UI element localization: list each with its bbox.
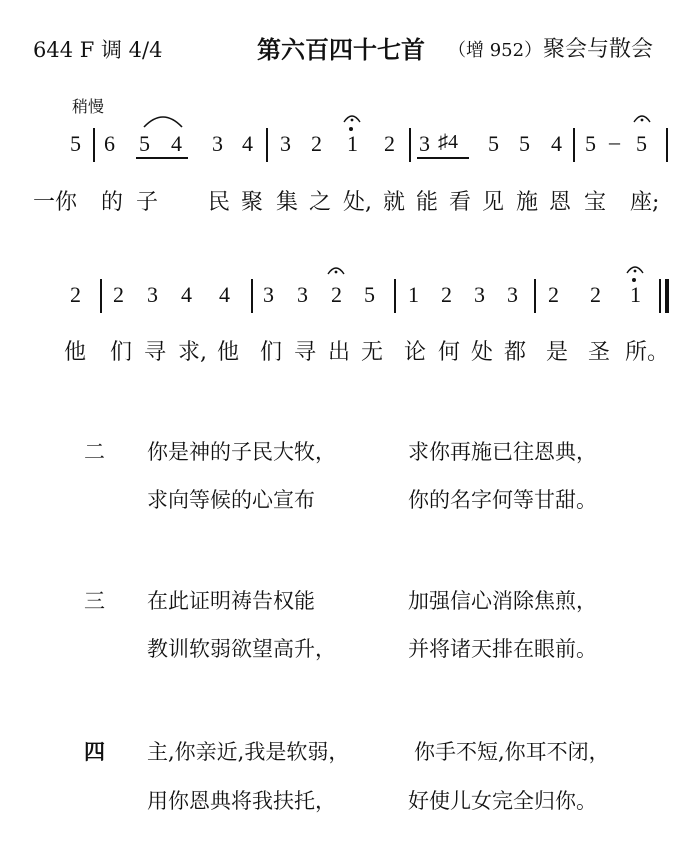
note: 2 [70, 282, 81, 307]
verse-number: 四 [84, 739, 105, 764]
note: 5 [488, 131, 499, 156]
verse-line: 用你恩典将我扶托， [147, 789, 336, 813]
note: 4 [181, 282, 192, 307]
verse-line: 加强信心消除焦煎， [408, 589, 597, 613]
lyric: 所。 [625, 340, 670, 365]
eighth-underline [136, 157, 188, 159]
lyric: 他 [217, 340, 240, 365]
note: 2 [113, 282, 124, 307]
fermata-icon [342, 112, 362, 124]
lyric: 论 [404, 340, 427, 365]
tempo-marking: 稍慢 [72, 97, 105, 116]
note: 5 [70, 131, 81, 156]
lyric: 的 [101, 190, 124, 215]
hymn-supplement-number: （增 952） [448, 40, 543, 61]
lyric: 座; [630, 190, 660, 215]
barline [534, 279, 536, 313]
note: 2 [441, 282, 452, 307]
note: 5 [636, 131, 647, 156]
note: 2 [311, 131, 322, 156]
verse-line: 你手不短,你耳不闭， [414, 740, 610, 764]
lyric: 寻 [294, 340, 317, 365]
hymn-category: 聚会与散会 [543, 37, 654, 62]
barline [93, 128, 95, 162]
note: 3 [419, 131, 430, 156]
lyric: 就 [383, 190, 406, 215]
note: 5 [585, 131, 596, 156]
barline [100, 279, 102, 313]
lyric: 之 [309, 190, 332, 215]
note-sharp: ♯4 [438, 131, 458, 153]
verse-line: 你是神的子民大牧， [147, 440, 336, 464]
verse-number: 二 [84, 440, 105, 464]
note: 3 [297, 282, 308, 307]
lyric: 圣 [588, 340, 611, 365]
lyric: 子 [136, 190, 159, 215]
lyric: 都 [504, 340, 527, 365]
note: 1 [630, 282, 641, 307]
lyric: 处, [343, 190, 372, 215]
lyric: 何 [438, 340, 461, 365]
note: 4 [219, 282, 230, 307]
verse-line: 主,你亲近,我是软弱， [147, 740, 350, 764]
lyric: 能 [416, 190, 439, 215]
note: 3 [263, 282, 274, 307]
note: 2 [590, 282, 601, 307]
note: 5 [364, 282, 375, 307]
note: 4 [551, 131, 562, 156]
lyric: 民 [208, 190, 231, 215]
note: 3 [147, 282, 158, 307]
eighth-underline [417, 157, 469, 159]
final-barline-thin [659, 279, 661, 313]
note: 3 [474, 282, 485, 307]
barline [394, 279, 396, 313]
lyric: 见 [482, 190, 505, 215]
fermata-icon [625, 263, 645, 275]
note: 2 [548, 282, 559, 307]
barline [573, 128, 575, 162]
lyric: 恩 [549, 190, 572, 215]
hymn-number-key-time: 644 F 调 4/4 [33, 38, 163, 62]
fermata-icon [632, 112, 652, 124]
lyric: 聚 [241, 190, 264, 215]
tie-slur [142, 113, 184, 129]
note: 2 [384, 131, 395, 156]
verse-line: 教训软弱欲望高升， [147, 637, 336, 661]
lyric: 无 [361, 340, 384, 365]
verse-line: 并将诸天排在眼前。 [408, 637, 597, 661]
lyric: 求, [178, 340, 207, 365]
note: 1 [347, 131, 358, 156]
fermata-icon [326, 264, 346, 276]
octave-dot [632, 278, 636, 282]
octave-dot [349, 127, 353, 131]
lyric: 寻 [144, 340, 167, 365]
lyric: 出 [328, 340, 351, 365]
barline [251, 279, 253, 313]
note: 5 [519, 131, 530, 156]
note: 4 [242, 131, 253, 156]
note: 4 [171, 131, 182, 156]
note: 3 [280, 131, 291, 156]
note: 3 [212, 131, 223, 156]
dash: – [609, 129, 620, 154]
hymn-title: 第六百四十七首 [257, 35, 425, 64]
lyric: 处 [471, 340, 494, 365]
verse-number: 三 [84, 589, 105, 613]
note: 3 [507, 282, 518, 307]
lyric: 一你 [33, 190, 78, 215]
lyric: 们 [260, 340, 283, 365]
final-barline-thick [665, 279, 669, 313]
lyric: 看 [449, 190, 472, 215]
lyric: 他 [64, 340, 87, 365]
verse-line: 求向等候的心宣布 [147, 488, 315, 512]
note: 2 [331, 282, 342, 307]
verse-line: 你的名字何等甘甜。 [408, 488, 597, 512]
note: 5 [139, 131, 150, 156]
barline [409, 128, 411, 162]
verse-line: 求你再施已往恩典， [408, 440, 597, 464]
note: 1 [408, 282, 419, 307]
verse-line: 好使儿女完全归你。 [408, 789, 597, 813]
lyric: 施 [516, 190, 539, 215]
barline [266, 128, 268, 162]
lyric: 们 [110, 340, 133, 365]
note: 6 [104, 131, 115, 156]
barline [666, 128, 668, 162]
lyric: 集 [276, 190, 299, 215]
lyric: 是 [546, 340, 569, 365]
lyric: 宝 [584, 190, 607, 215]
verse-line: 在此证明祷告权能 [147, 589, 315, 613]
